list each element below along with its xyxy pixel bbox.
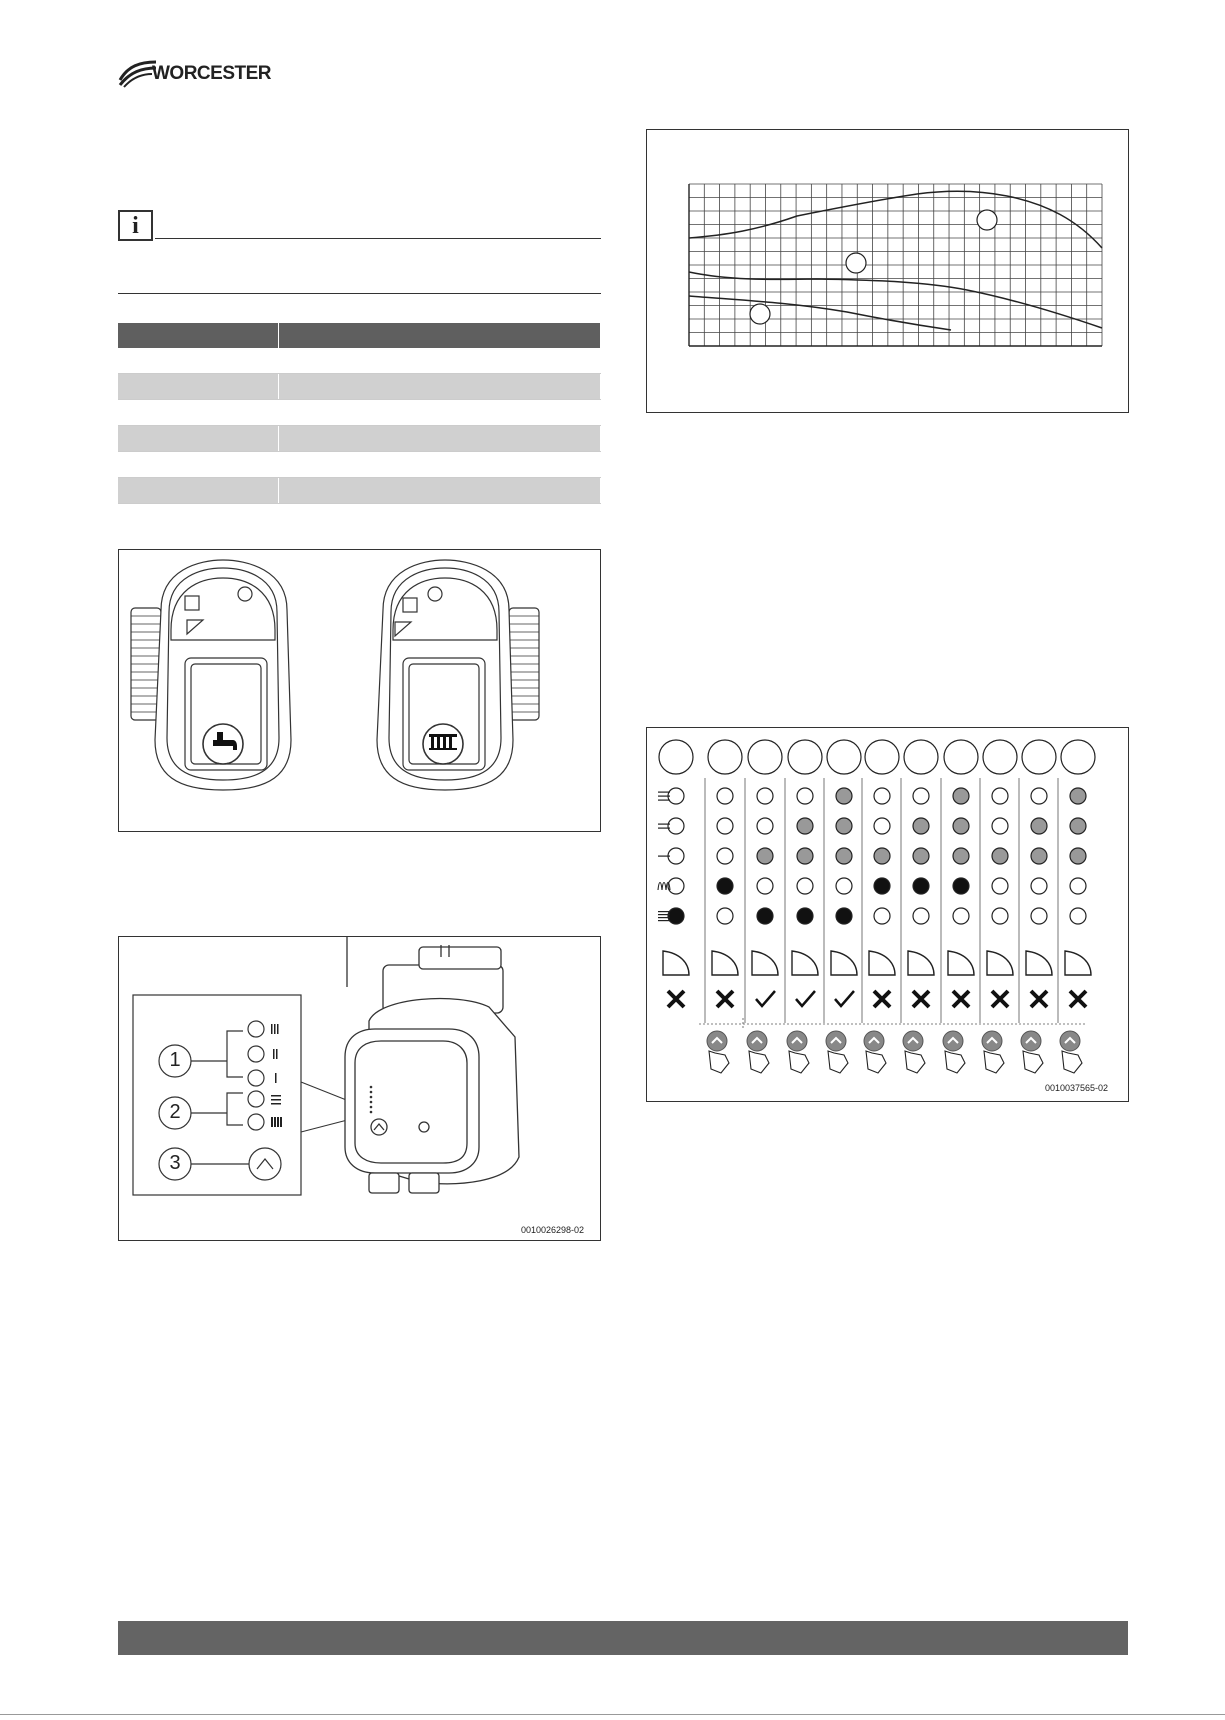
- led-indicator: [1070, 788, 1086, 804]
- led-indicator: [992, 848, 1008, 864]
- curve-mode-icon: [1065, 951, 1091, 975]
- curve-mode-icon: [908, 951, 934, 975]
- callout-1: 1: [169, 1049, 181, 1071]
- speed-level-icon: [658, 796, 670, 797]
- curve-mode-icon: [987, 951, 1013, 975]
- press-button-icon: [787, 1031, 807, 1051]
- finger-icon: [984, 1051, 1004, 1073]
- brand-logo: [118, 58, 278, 88]
- page-edge-line: [0, 1714, 1225, 1720]
- constant-pressure-icon: [658, 911, 670, 912]
- led-sequence-figure: [646, 727, 1129, 1102]
- led-indicator: [1031, 848, 1047, 864]
- led-indicator: [797, 878, 813, 894]
- info-divider-top: [155, 238, 601, 239]
- led-indicator: [992, 878, 1008, 894]
- step-number-circle: [827, 740, 861, 774]
- constant-pressure-icon: [658, 914, 670, 915]
- curve-mode-icon: [869, 951, 895, 975]
- finger-icon: [866, 1051, 886, 1073]
- led-indicator: [717, 788, 733, 804]
- curve-label-circle-1: [750, 304, 770, 324]
- led-indicator: [992, 788, 1008, 804]
- led-indicator: [797, 818, 813, 834]
- led-indicator: [836, 818, 852, 834]
- led-indicator: [797, 788, 813, 804]
- led-indicator: [913, 788, 929, 804]
- led-indicator: [913, 818, 929, 834]
- pump-heads-illustration: [119, 550, 600, 831]
- step-number-circle: [788, 740, 822, 774]
- led-indicator: [757, 848, 773, 864]
- step-number-circle: [865, 740, 899, 774]
- led-indicator: [797, 908, 813, 924]
- led-indicator: [836, 848, 852, 864]
- info-divider-bottom: [118, 293, 601, 294]
- check-icon: [756, 991, 775, 1006]
- step-number-circle: [748, 740, 782, 774]
- led-indicator: [953, 848, 969, 864]
- table-row: [118, 374, 601, 400]
- cross-icon: [1031, 991, 1047, 1007]
- table-row: [118, 426, 601, 452]
- curve-series-1: [689, 296, 951, 330]
- press-button-icon: [826, 1031, 846, 1051]
- led-indicator: [668, 848, 684, 864]
- figure-code: 0010026298-02: [521, 1225, 585, 1235]
- step-number-circle: [983, 740, 1017, 774]
- led-indicator: [757, 908, 773, 924]
- led-indicator: [1070, 848, 1086, 864]
- constant-pressure-icon: [658, 920, 670, 921]
- led-indicator: [717, 878, 733, 894]
- press-button-icon: [982, 1031, 1002, 1051]
- led-indicator: [913, 848, 929, 864]
- check-icon: [835, 991, 854, 1006]
- press-button-icon: [1060, 1031, 1080, 1051]
- finger-icon: [749, 1051, 769, 1073]
- speed-level-icon: [658, 824, 670, 825]
- led-indicator: [992, 818, 1008, 834]
- led-indicator: [953, 788, 969, 804]
- cross-icon: [953, 991, 969, 1007]
- led-indicator: [757, 788, 773, 804]
- led-indicator: [874, 788, 890, 804]
- led-indicator: [668, 818, 684, 834]
- speed-level-icon: [658, 856, 670, 857]
- led-indicator: [668, 908, 684, 924]
- led-indicator: [1070, 908, 1086, 924]
- pump-leds-illustration: [119, 937, 600, 1240]
- speed-level-icon: [658, 792, 670, 793]
- speed-level-icon: [658, 800, 670, 801]
- pump-curve-chart: [647, 130, 1128, 412]
- led-indicator: [797, 848, 813, 864]
- led-indicator: [717, 818, 733, 834]
- led-indicator: [953, 818, 969, 834]
- callout-2: 2: [169, 1101, 181, 1123]
- led-indicator: [836, 878, 852, 894]
- led-indicator: [668, 788, 684, 804]
- led-indicator: [992, 908, 1008, 924]
- curve-mode-icon: [831, 951, 857, 975]
- led-indicator: [1070, 818, 1086, 834]
- led-indicator: [913, 908, 929, 924]
- press-button-icon: [707, 1031, 727, 1051]
- led-sequence-illustration: [647, 728, 1128, 1101]
- step-number-circle: [904, 740, 938, 774]
- table-header-row: [118, 323, 601, 348]
- led-indicator: [874, 848, 890, 864]
- curve-mode-icon: [792, 951, 818, 975]
- cross-icon: [668, 991, 684, 1007]
- curve-mode-icon: [663, 951, 689, 975]
- table-row: [118, 400, 601, 426]
- finger-icon: [905, 1051, 925, 1073]
- cross-icon: [717, 991, 733, 1007]
- led-indicator: [757, 818, 773, 834]
- settings-table: [118, 323, 601, 504]
- figure-code: 0010037565-02: [1045, 1083, 1109, 1093]
- finger-icon: [828, 1051, 848, 1073]
- curve-mode-icon: [1026, 951, 1052, 975]
- curve-mode-icon: [752, 951, 778, 975]
- pump-curve-figure: [646, 129, 1129, 413]
- curve-series-2: [689, 272, 1102, 328]
- table-row: [118, 478, 601, 504]
- speed-level-icon: [658, 828, 670, 829]
- curve-label-circle-2: [846, 253, 866, 273]
- led-indicator: [874, 908, 890, 924]
- finger-icon: [945, 1051, 965, 1073]
- brand-name: WORCESTER: [152, 63, 271, 84]
- step-number-circle: [659, 740, 693, 774]
- led-indicator: [836, 788, 852, 804]
- pump-heads-figure: [118, 549, 601, 832]
- table-row: [118, 348, 601, 374]
- press-button-icon: [903, 1031, 923, 1051]
- press-button-icon: [943, 1031, 963, 1051]
- led-indicator: [717, 848, 733, 864]
- led-indicator: [1031, 908, 1047, 924]
- cross-icon: [1070, 991, 1086, 1007]
- step-number-circle: [1022, 740, 1056, 774]
- constant-pressure-icon: [658, 917, 670, 918]
- check-icon: [796, 991, 815, 1006]
- press-button-icon: [1021, 1031, 1041, 1051]
- curve-series-3: [689, 191, 1102, 248]
- led-indicator: [668, 878, 684, 894]
- step-number-circle: [944, 740, 978, 774]
- led-indicator: [874, 818, 890, 834]
- info-icon: i: [118, 210, 153, 241]
- cross-icon: [874, 991, 890, 1007]
- led-indicator: [913, 878, 929, 894]
- press-button-icon: [864, 1031, 884, 1051]
- table-row: [118, 452, 601, 478]
- curve-label-circle-3: [977, 210, 997, 230]
- step-number-circle: [1061, 740, 1095, 774]
- footer-bar: [118, 1621, 1128, 1655]
- step-number-circle: [708, 740, 742, 774]
- finger-icon: [789, 1051, 809, 1073]
- cross-icon: [913, 991, 929, 1007]
- led-indicator: [953, 908, 969, 924]
- finger-icon: [1023, 1051, 1043, 1073]
- led-indicator: [1031, 878, 1047, 894]
- callout-3: 3: [169, 1152, 181, 1174]
- led-indicator: [1070, 878, 1086, 894]
- finger-icon: [1062, 1051, 1082, 1073]
- finger-icon: [709, 1051, 729, 1073]
- led-indicator: [836, 908, 852, 924]
- cross-icon: [992, 991, 1008, 1007]
- led-indicator: [1031, 788, 1047, 804]
- led-indicator: [1031, 818, 1047, 834]
- led-indicator: [757, 878, 773, 894]
- pump-leds-figure: [118, 936, 601, 1241]
- curve-mode-icon: [712, 951, 738, 975]
- curve-mode-icon: [948, 951, 974, 975]
- led-indicator: [874, 878, 890, 894]
- press-button-icon: [747, 1031, 767, 1051]
- led-indicator: [717, 908, 733, 924]
- led-indicator: [953, 878, 969, 894]
